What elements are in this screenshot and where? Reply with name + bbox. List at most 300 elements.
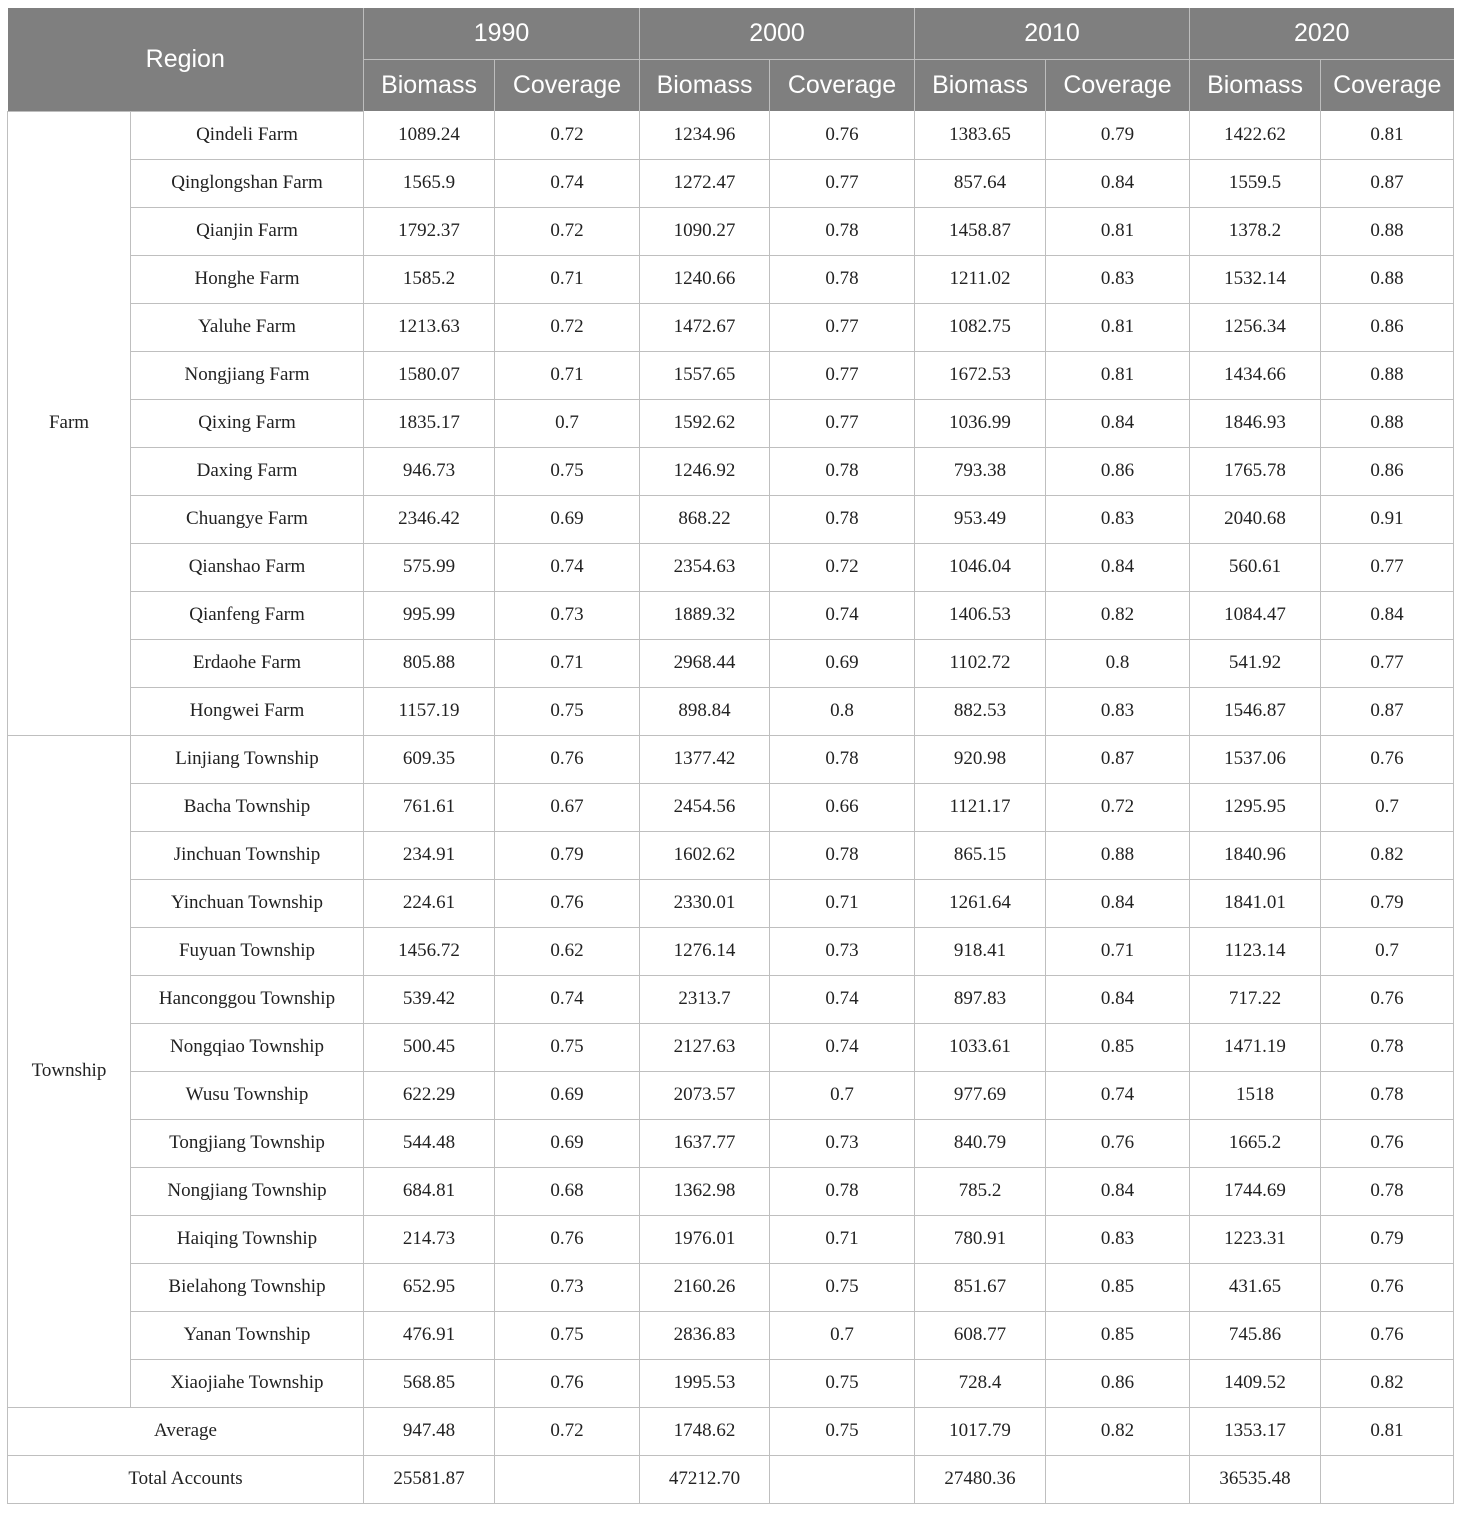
region-name: Qianjin Farm (131, 207, 364, 255)
biomass-cell: 1234.96 (640, 111, 770, 159)
biomass-cell: 745.86 (1190, 1311, 1321, 1359)
region-header: Region (8, 8, 364, 111)
biomass-cell: 2454.56 (640, 783, 770, 831)
region-name: Jinchuan Township (131, 831, 364, 879)
coverage-header: Coverage (1321, 60, 1454, 112)
biomass-cell: 1272.47 (640, 159, 770, 207)
coverage-cell: 0.84 (1046, 1167, 1190, 1215)
coverage-cell: 0.74 (1046, 1071, 1190, 1119)
biomass-cell: 1841.01 (1190, 879, 1321, 927)
region-name: Chuangye Farm (131, 495, 364, 543)
coverage-cell: 0.82 (1046, 591, 1190, 639)
biomass-cell: 1383.65 (915, 111, 1046, 159)
table-row (8, 351, 1454, 399)
coverage-cell: 0.71 (495, 255, 640, 303)
region-name: Qindeli Farm (131, 111, 364, 159)
biomass-cell: 25581.87 (364, 1455, 495, 1503)
biomass-cell: 1672.53 (915, 351, 1046, 399)
coverage-cell: 0.78 (770, 495, 915, 543)
biomass-cell: 1889.32 (640, 591, 770, 639)
biomass-cell: 1211.02 (915, 255, 1046, 303)
coverage-cell: 0.75 (770, 1263, 915, 1311)
biomass-cell: 898.84 (640, 687, 770, 735)
coverage-cell: 0.78 (1321, 1071, 1454, 1119)
coverage-cell: 0.76 (495, 1359, 640, 1407)
coverage-cell: 0.79 (1321, 879, 1454, 927)
coverage-header: Coverage (770, 60, 915, 112)
coverage-cell: 0.76 (495, 735, 640, 783)
coverage-cell: 0.76 (1321, 1119, 1454, 1167)
table-row (8, 1119, 1454, 1167)
biomass-cell: 1835.17 (364, 399, 495, 447)
coverage-cell: 0.71 (1046, 927, 1190, 975)
coverage-cell: 0.8 (1046, 639, 1190, 687)
coverage-cell (1046, 1455, 1190, 1503)
biomass-cell: 1976.01 (640, 1215, 770, 1263)
table-row (8, 591, 1454, 639)
coverage-cell (495, 1455, 640, 1503)
coverage-cell: 0.81 (1046, 207, 1190, 255)
region-name: Yanan Township (131, 1311, 364, 1359)
biomass-cell: 1406.53 (915, 591, 1046, 639)
biomass-cell: 27480.36 (915, 1455, 1046, 1503)
coverage-cell: 0.77 (1321, 639, 1454, 687)
coverage-cell: 0.7 (770, 1071, 915, 1119)
coverage-cell: 0.75 (495, 1311, 640, 1359)
biomass-cell: 622.29 (364, 1071, 495, 1119)
coverage-cell: 0.74 (495, 543, 640, 591)
biomass-cell: 1557.65 (640, 351, 770, 399)
region-name: Daxing Farm (131, 447, 364, 495)
biomass-cell: 500.45 (364, 1023, 495, 1071)
table-row (8, 1167, 1454, 1215)
biomass-cell: 1637.77 (640, 1119, 770, 1167)
region-name: Erdaohe Farm (131, 639, 364, 687)
coverage-cell: 0.84 (1046, 543, 1190, 591)
coverage-cell: 0.87 (1046, 735, 1190, 783)
coverage-cell: 0.72 (495, 111, 640, 159)
biomass-cell: 1422.62 (1190, 111, 1321, 159)
table-row (8, 303, 1454, 351)
biomass-cell: 1082.75 (915, 303, 1046, 351)
coverage-cell: 0.71 (770, 879, 915, 927)
coverage-cell: 0.73 (770, 1119, 915, 1167)
coverage-cell: 0.84 (1046, 159, 1190, 207)
coverage-cell: 0.76 (495, 879, 640, 927)
region-name: Tongjiang Township (131, 1119, 364, 1167)
biomass-cell: 793.38 (915, 447, 1046, 495)
region-name: Yaluhe Farm (131, 303, 364, 351)
coverage-cell: 0.73 (495, 591, 640, 639)
coverage-cell: 0.67 (495, 783, 640, 831)
coverage-cell: 0.85 (1046, 1263, 1190, 1311)
biomass-cell: 431.65 (1190, 1263, 1321, 1311)
header-row-years (8, 8, 1454, 60)
coverage-cell: 0.75 (495, 687, 640, 735)
biomass-cell: 1089.24 (364, 111, 495, 159)
biomass-cell: 1846.93 (1190, 399, 1321, 447)
region-name: Hongwei Farm (131, 687, 364, 735)
table-row (8, 687, 1454, 735)
biomass-cell: 1036.99 (915, 399, 1046, 447)
coverage-cell: 0.81 (1321, 1407, 1454, 1455)
coverage-cell: 0.83 (1046, 495, 1190, 543)
coverage-cell: 0.74 (495, 159, 640, 207)
coverage-cell: 0.84 (1046, 399, 1190, 447)
biomass-cell: 1362.98 (640, 1167, 770, 1215)
biomass-cell: 1456.72 (364, 927, 495, 975)
coverage-cell: 0.78 (770, 831, 915, 879)
table-row (8, 399, 1454, 447)
table-row (8, 255, 1454, 303)
biomass-cell: 560.61 (1190, 543, 1321, 591)
biomass-cell: 1602.62 (640, 831, 770, 879)
coverage-cell: 0.75 (495, 1023, 640, 1071)
coverage-cell: 0.88 (1321, 255, 1454, 303)
coverage-cell: 0.62 (495, 927, 640, 975)
region-name: Qinglongshan Farm (131, 159, 364, 207)
coverage-cell: 0.71 (770, 1215, 915, 1263)
coverage-cell: 0.86 (1321, 303, 1454, 351)
coverage-cell: 0.79 (495, 831, 640, 879)
table-row (8, 879, 1454, 927)
biomass-cell: 1157.19 (364, 687, 495, 735)
biomass-cell: 717.22 (1190, 975, 1321, 1023)
table-row (8, 1023, 1454, 1071)
biomass-cell: 868.22 (640, 495, 770, 543)
region-name: Bacha Township (131, 783, 364, 831)
biomass-cell: 1223.31 (1190, 1215, 1321, 1263)
biomass-cell: 1472.67 (640, 303, 770, 351)
biomass-cell: 1017.79 (915, 1407, 1046, 1455)
summary-row (8, 1407, 1454, 1455)
biomass-cell: 920.98 (915, 735, 1046, 783)
coverage-header: Coverage (495, 60, 640, 112)
coverage-cell: 0.78 (770, 447, 915, 495)
group-label: Farm (8, 111, 131, 735)
biomass-cell: 851.67 (915, 1263, 1046, 1311)
coverage-cell: 0.7 (1321, 927, 1454, 975)
biomass-cell: 2127.63 (640, 1023, 770, 1071)
biomass-cell: 1046.04 (915, 543, 1046, 591)
coverage-cell: 0.72 (1046, 783, 1190, 831)
coverage-cell: 0.88 (1321, 399, 1454, 447)
coverage-cell: 0.78 (770, 735, 915, 783)
biomass-cell: 953.49 (915, 495, 1046, 543)
coverage-header: Coverage (1046, 60, 1190, 112)
biomass-cell: 608.77 (915, 1311, 1046, 1359)
coverage-cell: 0.86 (1321, 447, 1454, 495)
coverage-cell: 0.77 (770, 399, 915, 447)
biomass-cell: 684.81 (364, 1167, 495, 1215)
coverage-cell: 0.85 (1046, 1023, 1190, 1071)
biomass-cell: 1102.72 (915, 639, 1046, 687)
biomass-cell: 865.15 (915, 831, 1046, 879)
biomass-cell: 476.91 (364, 1311, 495, 1359)
biomass-cell: 1240.66 (640, 255, 770, 303)
coverage-cell: 0.74 (495, 975, 640, 1023)
biomass-cell: 857.64 (915, 159, 1046, 207)
biomass-cell: 1748.62 (640, 1407, 770, 1455)
coverage-cell: 0.72 (495, 207, 640, 255)
table-row (8, 927, 1454, 975)
coverage-cell: 0.76 (1321, 1263, 1454, 1311)
coverage-cell: 0.74 (770, 975, 915, 1023)
biomass-cell: 946.73 (364, 447, 495, 495)
coverage-cell: 0.84 (1046, 975, 1190, 1023)
table-row (8, 975, 1454, 1023)
biomass-cell: 1840.96 (1190, 831, 1321, 879)
region-name: Hanconggou Township (131, 975, 364, 1023)
biomass-cell: 1434.66 (1190, 351, 1321, 399)
region-name: Qixing Farm (131, 399, 364, 447)
table-row (8, 1263, 1454, 1311)
biomass-cell: 1458.87 (915, 207, 1046, 255)
coverage-cell: 0.68 (495, 1167, 640, 1215)
biomass-cell: 1409.52 (1190, 1359, 1321, 1407)
region-name: Wusu Township (131, 1071, 364, 1119)
biomass-cell: 1276.14 (640, 927, 770, 975)
biomass-cell: 840.79 (915, 1119, 1046, 1167)
coverage-cell: 0.73 (770, 927, 915, 975)
region-name: Qianfeng Farm (131, 591, 364, 639)
coverage-cell: 0.91 (1321, 495, 1454, 543)
coverage-cell: 0.82 (1321, 831, 1454, 879)
biomass-cell: 897.83 (915, 975, 1046, 1023)
coverage-cell: 0.81 (1321, 111, 1454, 159)
coverage-cell: 0.82 (1046, 1407, 1190, 1455)
biomass-cell: 1565.9 (364, 159, 495, 207)
coverage-cell: 0.83 (1046, 1215, 1190, 1263)
biomass-cell: 2346.42 (364, 495, 495, 543)
biomass-cell: 977.69 (915, 1071, 1046, 1119)
biomass-cell: 575.99 (364, 543, 495, 591)
coverage-cell: 0.84 (1046, 879, 1190, 927)
table-row (8, 1071, 1454, 1119)
coverage-cell: 0.72 (770, 543, 915, 591)
biomass-cell: 539.42 (364, 975, 495, 1023)
coverage-cell: 0.75 (770, 1407, 915, 1455)
coverage-cell: 0.66 (770, 783, 915, 831)
biomass-cell: 1377.42 (640, 735, 770, 783)
summary-label: Average (8, 1407, 364, 1455)
summary-label: Total Accounts (8, 1455, 364, 1503)
biomass-cell: 1084.47 (1190, 591, 1321, 639)
biomass-cell: 568.85 (364, 1359, 495, 1407)
biomass-cell: 805.88 (364, 639, 495, 687)
biomass-cell: 918.41 (915, 927, 1046, 975)
biomass-cell: 36535.48 (1190, 1455, 1321, 1503)
biomass-header: Biomass (915, 60, 1046, 112)
biomass-cell: 1471.19 (1190, 1023, 1321, 1071)
year-header: 1990 (364, 8, 640, 60)
biomass-cell: 47212.70 (640, 1455, 770, 1503)
region-name: Haiqing Township (131, 1215, 364, 1263)
coverage-cell: 0.8 (770, 687, 915, 735)
year-header: 2000 (640, 8, 915, 60)
biomass-cell: 2160.26 (640, 1263, 770, 1311)
table-body (8, 111, 1454, 1503)
biomass-cell: 1213.63 (364, 303, 495, 351)
coverage-cell: 0.76 (495, 1215, 640, 1263)
table-row (8, 639, 1454, 687)
coverage-cell: 0.78 (770, 207, 915, 255)
coverage-cell: 0.76 (1321, 1311, 1454, 1359)
data-table (7, 8, 1454, 1504)
biomass-cell: 214.73 (364, 1215, 495, 1263)
table-row (8, 207, 1454, 255)
coverage-cell: 0.81 (1046, 351, 1190, 399)
biomass-cell: 1995.53 (640, 1359, 770, 1407)
coverage-cell: 0.78 (1321, 1023, 1454, 1071)
coverage-cell: 0.77 (1321, 543, 1454, 591)
table-row (8, 495, 1454, 543)
biomass-cell: 1295.95 (1190, 783, 1321, 831)
biomass-cell: 2354.63 (640, 543, 770, 591)
coverage-cell: 0.77 (770, 351, 915, 399)
biomass-cell: 609.35 (364, 735, 495, 783)
biomass-cell: 1765.78 (1190, 447, 1321, 495)
biomass-cell: 1665.2 (1190, 1119, 1321, 1167)
biomass-cell: 1518 (1190, 1071, 1321, 1119)
table-row (8, 831, 1454, 879)
coverage-cell: 0.74 (770, 1023, 915, 1071)
coverage-cell: 0.78 (770, 255, 915, 303)
biomass-cell: 1246.92 (640, 447, 770, 495)
coverage-cell: 0.7 (1321, 783, 1454, 831)
coverage-cell (1321, 1455, 1454, 1503)
coverage-cell: 0.88 (1321, 351, 1454, 399)
region-name: Qianshao Farm (131, 543, 364, 591)
coverage-cell: 0.82 (1321, 1359, 1454, 1407)
coverage-cell: 0.79 (1046, 111, 1190, 159)
year-header: 2010 (915, 8, 1190, 60)
biomass-cell: 1353.17 (1190, 1407, 1321, 1455)
biomass-cell: 2313.7 (640, 975, 770, 1023)
coverage-cell: 0.83 (1046, 255, 1190, 303)
biomass-cell: 1585.2 (364, 255, 495, 303)
biomass-cell: 2968.44 (640, 639, 770, 687)
biomass-cell: 1090.27 (640, 207, 770, 255)
biomass-cell: 1592.62 (640, 399, 770, 447)
biomass-cell: 1121.17 (915, 783, 1046, 831)
biomass-cell: 2073.57 (640, 1071, 770, 1119)
biomass-cell: 1033.61 (915, 1023, 1046, 1071)
coverage-cell: 0.69 (770, 639, 915, 687)
region-name: Bielahong Township (131, 1263, 364, 1311)
coverage-cell: 0.84 (1321, 591, 1454, 639)
table-row (8, 1215, 1454, 1263)
biomass-cell: 1559.5 (1190, 159, 1321, 207)
coverage-cell: 0.7 (495, 399, 640, 447)
biomass-cell: 1580.07 (364, 351, 495, 399)
region-name: Xiaojiahe Township (131, 1359, 364, 1407)
biomass-cell: 785.2 (915, 1167, 1046, 1215)
biomass-cell: 1546.87 (1190, 687, 1321, 735)
coverage-cell: 0.79 (1321, 1215, 1454, 1263)
coverage-cell: 0.76 (1046, 1119, 1190, 1167)
biomass-cell: 761.61 (364, 783, 495, 831)
coverage-cell: 0.72 (495, 303, 640, 351)
biomass-cell: 1532.14 (1190, 255, 1321, 303)
table-row (8, 543, 1454, 591)
coverage-cell: 0.78 (770, 1167, 915, 1215)
biomass-cell: 1256.34 (1190, 303, 1321, 351)
table-header (8, 8, 1454, 111)
coverage-cell: 0.77 (770, 303, 915, 351)
biomass-cell: 234.91 (364, 831, 495, 879)
coverage-cell: 0.86 (1046, 447, 1190, 495)
biomass-cell: 1792.37 (364, 207, 495, 255)
coverage-cell: 0.7 (770, 1311, 915, 1359)
region-name: Linjiang Township (131, 735, 364, 783)
coverage-cell: 0.76 (770, 111, 915, 159)
coverage-cell: 0.69 (495, 1071, 640, 1119)
biomass-cell: 544.48 (364, 1119, 495, 1167)
biomass-cell: 780.91 (915, 1215, 1046, 1263)
coverage-cell: 0.87 (1321, 159, 1454, 207)
summary-row (8, 1455, 1454, 1503)
region-name: Yinchuan Township (131, 879, 364, 927)
region-name: Fuyuan Township (131, 927, 364, 975)
coverage-cell: 0.72 (495, 1407, 640, 1455)
coverage-cell: 0.71 (495, 639, 640, 687)
biomass-cell: 947.48 (364, 1407, 495, 1455)
biomass-cell: 2330.01 (640, 879, 770, 927)
coverage-cell: 0.88 (1321, 207, 1454, 255)
table-row (8, 1311, 1454, 1359)
biomass-cell: 1378.2 (1190, 207, 1321, 255)
year-header: 2020 (1190, 8, 1454, 60)
coverage-cell: 0.86 (1046, 1359, 1190, 1407)
coverage-cell: 0.78 (1321, 1167, 1454, 1215)
biomass-cell: 2836.83 (640, 1311, 770, 1359)
table-row (8, 447, 1454, 495)
biomass-header: Biomass (364, 60, 495, 112)
coverage-cell: 0.75 (770, 1359, 915, 1407)
coverage-cell (770, 1455, 915, 1503)
coverage-cell: 0.87 (1321, 687, 1454, 735)
biomass-cell: 882.53 (915, 687, 1046, 735)
table-row (8, 111, 1454, 159)
biomass-cell: 541.92 (1190, 639, 1321, 687)
biomass-cell: 2040.68 (1190, 495, 1321, 543)
table-row (8, 735, 1454, 783)
table-row (8, 1359, 1454, 1407)
biomass-cell: 728.4 (915, 1359, 1046, 1407)
biomass-cell: 1123.14 (1190, 927, 1321, 975)
biomass-cell: 224.61 (364, 879, 495, 927)
coverage-cell: 0.76 (1321, 735, 1454, 783)
region-name: Nongqiao Township (131, 1023, 364, 1071)
biomass-header: Biomass (1190, 60, 1321, 112)
biomass-cell: 1744.69 (1190, 1167, 1321, 1215)
group-label: Township (8, 735, 131, 1407)
region-name: Nongjiang Township (131, 1167, 364, 1215)
coverage-cell: 0.69 (495, 495, 640, 543)
coverage-cell: 0.77 (770, 159, 915, 207)
biomass-cell: 995.99 (364, 591, 495, 639)
coverage-cell: 0.83 (1046, 687, 1190, 735)
coverage-cell: 0.71 (495, 351, 640, 399)
biomass-cell: 652.95 (364, 1263, 495, 1311)
table-row (8, 783, 1454, 831)
biomass-cell: 1261.64 (915, 879, 1046, 927)
table-row (8, 159, 1454, 207)
coverage-cell: 0.88 (1046, 831, 1190, 879)
coverage-cell: 0.73 (495, 1263, 640, 1311)
region-name: Nongjiang Farm (131, 351, 364, 399)
